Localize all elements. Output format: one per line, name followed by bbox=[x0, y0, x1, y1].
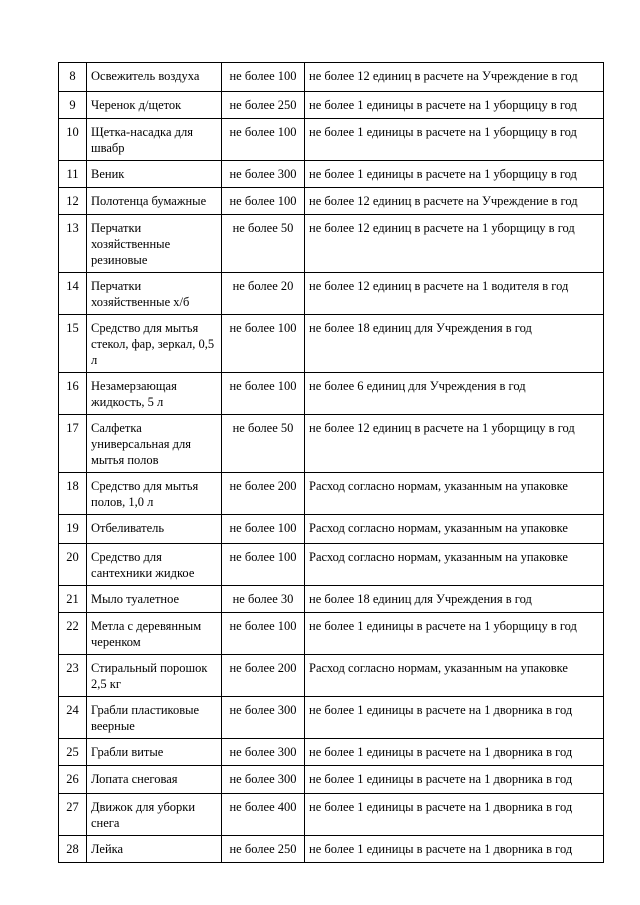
price-limit-cell: не более 100 bbox=[222, 188, 305, 215]
table-row bbox=[59, 794, 604, 836]
item-name-cell: Средство для сантехники жидкое bbox=[87, 544, 222, 586]
item-name-cell: Черенок д/щеток bbox=[87, 92, 222, 119]
row-number-cell: 14 bbox=[59, 273, 87, 315]
item-name-cell: Мыло туалетное bbox=[87, 586, 222, 613]
row-number-cell: 8 bbox=[59, 63, 87, 92]
row-number-cell: 18 bbox=[59, 473, 87, 515]
price-limit-cell: не более 100 bbox=[222, 119, 305, 161]
row-number-cell: 27 bbox=[59, 794, 87, 836]
usage-norm-cell: не более 1 единицы в расчете на 1 дворника в год bbox=[305, 836, 604, 863]
item-name-cell: Средство для мытья полов, 1,0 л bbox=[87, 473, 222, 515]
row-number-cell: 15 bbox=[59, 315, 87, 373]
row-number-cell: 17 bbox=[59, 415, 87, 473]
table-row bbox=[59, 315, 604, 373]
table-row bbox=[59, 215, 604, 273]
usage-norm-cell: не более 12 единиц в расчете на Учреждение в год bbox=[305, 188, 604, 215]
table-row bbox=[59, 92, 604, 119]
price-limit-cell: не более 30 bbox=[222, 586, 305, 613]
table-row bbox=[59, 515, 604, 544]
row-number-cell: 12 bbox=[59, 188, 87, 215]
usage-norm-cell: не более 1 единицы в расчете на 1 дворника в год bbox=[305, 697, 604, 739]
price-limit-cell: не более 50 bbox=[222, 415, 305, 473]
item-name-cell: Стиральный порошок 2,5 кг bbox=[87, 655, 222, 697]
table-row bbox=[59, 188, 604, 215]
table-row bbox=[59, 586, 604, 613]
price-limit-cell: не более 50 bbox=[222, 215, 305, 273]
row-number-cell: 23 bbox=[59, 655, 87, 697]
table-row bbox=[59, 739, 604, 766]
usage-norm-cell: не более 12 единиц в расчете на 1 водителя в год bbox=[305, 273, 604, 315]
table-row bbox=[59, 836, 604, 863]
price-limit-cell: не более 250 bbox=[222, 92, 305, 119]
usage-norm-cell: не более 1 единицы в расчете на 1 уборщицу в год bbox=[305, 613, 604, 655]
price-limit-cell: не более 100 bbox=[222, 515, 305, 544]
price-limit-cell: не более 250 bbox=[222, 836, 305, 863]
row-number-cell: 9 bbox=[59, 92, 87, 119]
usage-norm-cell: Расход согласно нормам, указанным на упаковке bbox=[305, 655, 604, 697]
row-number-cell: 13 bbox=[59, 215, 87, 273]
usage-norm-cell: Расход согласно нормам, указанным на упаковке bbox=[305, 473, 604, 515]
usage-norm-cell: не более 1 единицы в расчете на 1 дворника в год bbox=[305, 794, 604, 836]
table-row bbox=[59, 63, 604, 92]
price-limit-cell: не более 20 bbox=[222, 273, 305, 315]
price-limit-cell: не более 100 bbox=[222, 315, 305, 373]
usage-norm-cell: не более 18 единиц для Учреждения в год bbox=[305, 315, 604, 373]
price-limit-cell: не более 100 bbox=[222, 544, 305, 586]
item-name-cell: Грабли пластиковые веерные bbox=[87, 697, 222, 739]
norms-table bbox=[58, 62, 604, 863]
item-name-cell: Отбеливатель bbox=[87, 515, 222, 544]
usage-norm-cell: Расход согласно нормам, указанным на упаковке bbox=[305, 515, 604, 544]
usage-norm-cell: не более 6 единиц для Учреждения в год bbox=[305, 373, 604, 415]
price-limit-cell: не более 100 bbox=[222, 373, 305, 415]
row-number-cell: 20 bbox=[59, 544, 87, 586]
usage-norm-cell: не более 1 единицы в расчете на 1 дворника в год bbox=[305, 739, 604, 766]
item-name-cell: Перчатки хозяйственные резиновые bbox=[87, 215, 222, 273]
price-limit-cell: не более 200 bbox=[222, 655, 305, 697]
table-row bbox=[59, 613, 604, 655]
table-row bbox=[59, 544, 604, 586]
usage-norm-cell: не более 12 единиц в расчете на Учреждение в год bbox=[305, 63, 604, 92]
row-number-cell: 11 bbox=[59, 161, 87, 188]
row-number-cell: 21 bbox=[59, 586, 87, 613]
row-number-cell: 26 bbox=[59, 766, 87, 794]
item-name-cell: Полотенца бумажные bbox=[87, 188, 222, 215]
item-name-cell: Освежитель воздуха bbox=[87, 63, 222, 92]
item-name-cell: Лопата снеговая bbox=[87, 766, 222, 794]
item-name-cell: Средство для мытья стекол, фар, зеркал, 0,5 л bbox=[87, 315, 222, 373]
norms-table-body bbox=[59, 63, 604, 863]
price-limit-cell: не более 300 bbox=[222, 766, 305, 794]
item-name-cell: Движок для уборки снега bbox=[87, 794, 222, 836]
usage-norm-cell: не более 12 единиц в расчете на 1 уборщицу в год bbox=[305, 215, 604, 273]
usage-norm-cell: не более 1 единицы в расчете на 1 уборщицу в год bbox=[305, 119, 604, 161]
table-row bbox=[59, 655, 604, 697]
table-row bbox=[59, 373, 604, 415]
usage-norm-cell: не более 1 единицы в расчете на 1 уборщицу в год bbox=[305, 92, 604, 119]
usage-norm-cell: не более 1 единицы в расчете на 1 дворника в год bbox=[305, 766, 604, 794]
table-row bbox=[59, 119, 604, 161]
item-name-cell: Веник bbox=[87, 161, 222, 188]
item-name-cell: Грабли витые bbox=[87, 739, 222, 766]
table-row bbox=[59, 766, 604, 794]
table-row bbox=[59, 473, 604, 515]
item-name-cell: Метла с деревянным черенком bbox=[87, 613, 222, 655]
item-name-cell: Щетка-насадка для швабр bbox=[87, 119, 222, 161]
item-name-cell: Перчатки хозяйственные х/б bbox=[87, 273, 222, 315]
usage-norm-cell: не более 18 единиц для Учреждения в год bbox=[305, 586, 604, 613]
row-number-cell: 24 bbox=[59, 697, 87, 739]
table-row bbox=[59, 697, 604, 739]
price-limit-cell: не более 400 bbox=[222, 794, 305, 836]
table-row bbox=[59, 161, 604, 188]
item-name-cell: Лейка bbox=[87, 836, 222, 863]
row-number-cell: 25 bbox=[59, 739, 87, 766]
row-number-cell: 10 bbox=[59, 119, 87, 161]
item-name-cell: Незамерзающая жидкость, 5 л bbox=[87, 373, 222, 415]
price-limit-cell: не более 100 bbox=[222, 63, 305, 92]
price-limit-cell: не более 200 bbox=[222, 473, 305, 515]
table-row bbox=[59, 415, 604, 473]
table-row bbox=[59, 273, 604, 315]
price-limit-cell: не более 300 bbox=[222, 161, 305, 188]
row-number-cell: 22 bbox=[59, 613, 87, 655]
row-number-cell: 19 bbox=[59, 515, 87, 544]
price-limit-cell: не более 300 bbox=[222, 739, 305, 766]
usage-norm-cell: Расход согласно нормам, указанным на упаковке bbox=[305, 544, 604, 586]
price-limit-cell: не более 100 bbox=[222, 613, 305, 655]
item-name-cell: Салфетка универсальная для мытья полов bbox=[87, 415, 222, 473]
usage-norm-cell: не более 1 единицы в расчете на 1 уборщицу в год bbox=[305, 161, 604, 188]
usage-norm-cell: не более 12 единиц в расчете на 1 уборщицу в год bbox=[305, 415, 604, 473]
price-limit-cell: не более 300 bbox=[222, 697, 305, 739]
row-number-cell: 16 bbox=[59, 373, 87, 415]
row-number-cell: 28 bbox=[59, 836, 87, 863]
